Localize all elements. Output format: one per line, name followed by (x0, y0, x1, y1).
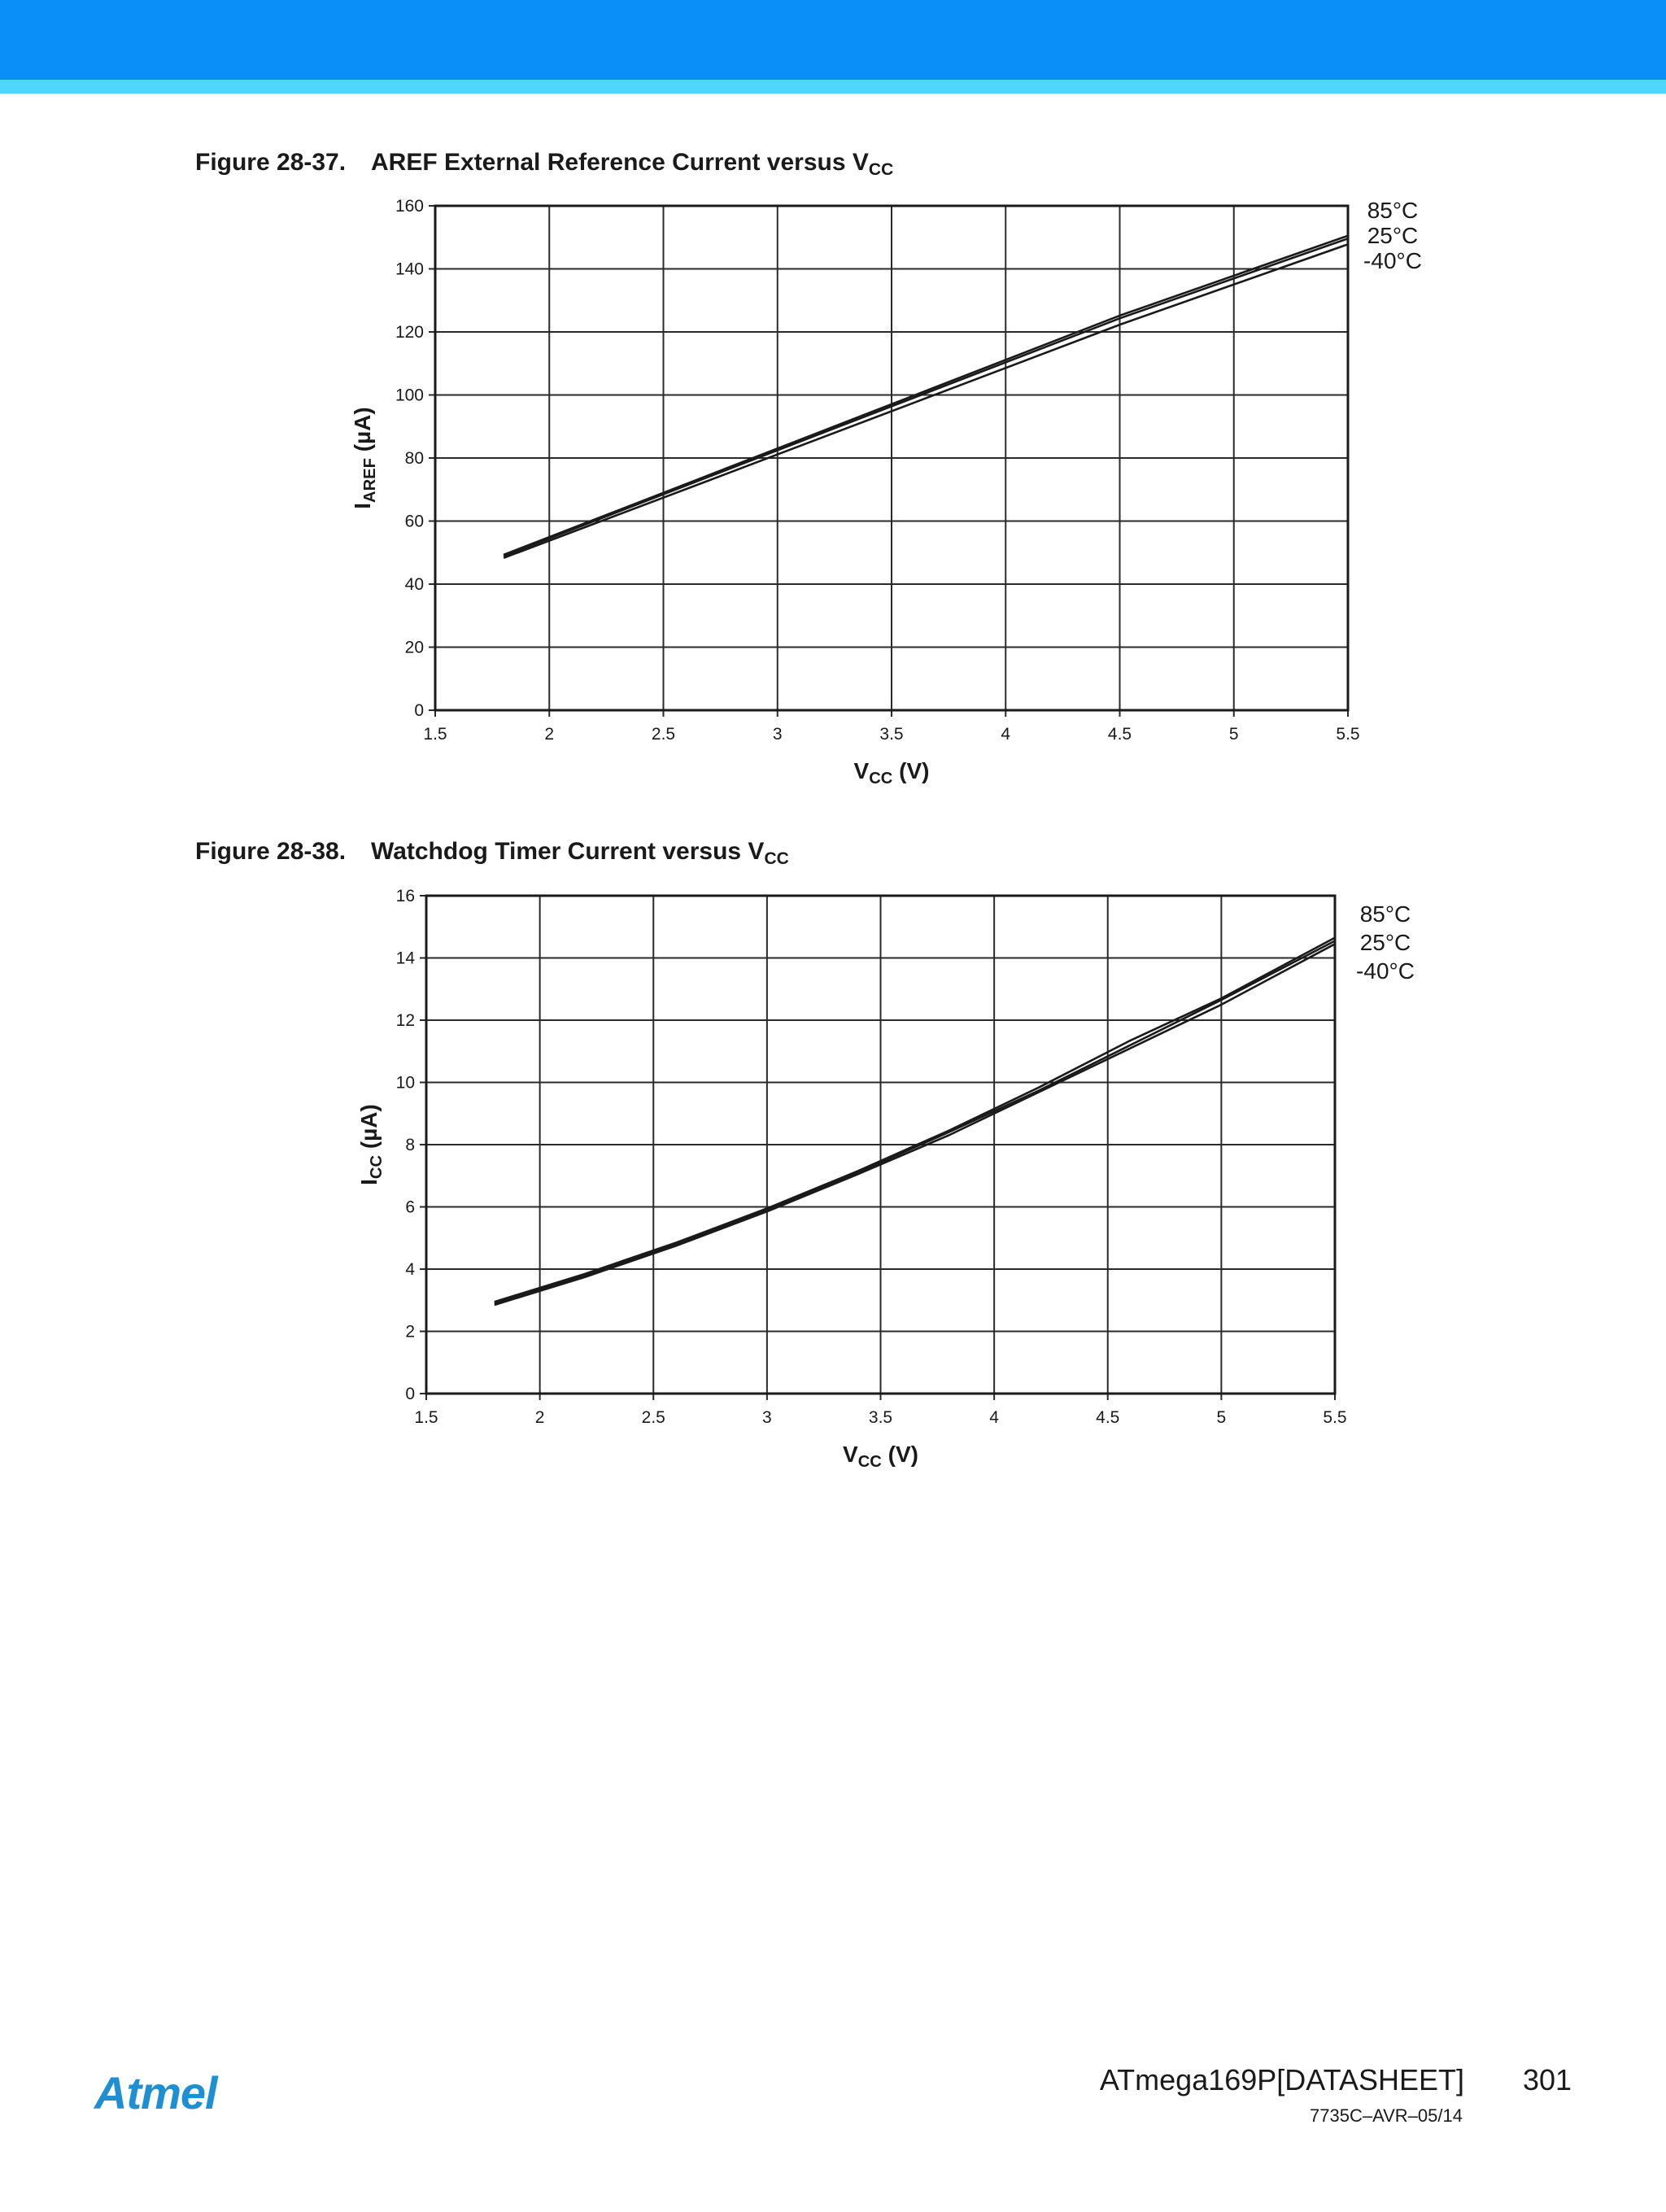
x-tick-label: 1.5 (414, 1408, 438, 1427)
y-tick-label: 10 (395, 1073, 415, 1093)
y-tick-label: 16 (395, 887, 415, 905)
figure-title: Watchdog Timer Current versus V (371, 838, 765, 865)
figure-title-subscript: CC (868, 160, 894, 179)
atmel-logo: Atmel (94, 2067, 217, 2118)
page-number: 301 (1523, 2063, 1572, 2096)
x-tick-label: 3.5 (879, 725, 904, 744)
y-tick-label: 4 (405, 1260, 415, 1279)
y-tick-label: 160 (395, 197, 424, 216)
legend-entry: 85°C (1367, 198, 1419, 223)
y-tick-label: 40 (404, 575, 424, 594)
x-tick-label: 5 (1216, 1408, 1227, 1427)
x-tick-label: 2 (534, 1408, 545, 1427)
footer-title: ATmega169P[DATASHEET] (1099, 2063, 1464, 2096)
legend-entry: 85°C (1359, 901, 1411, 927)
figure-number: Figure 28-37. (195, 149, 347, 176)
y-tick-label: 120 (395, 323, 424, 342)
x-tick-label: 4 (1001, 725, 1011, 744)
y-tick-label: 0 (405, 1385, 415, 1403)
y-tick-label: 80 (404, 449, 424, 468)
figure-number: Figure 28-38. (195, 838, 347, 865)
series-line-85c (495, 938, 1335, 1302)
x-tick-label: 4.5 (1096, 1408, 1120, 1427)
x-axis-label: $V_{CC}$ (V) (853, 758, 930, 788)
y-tick-label: 140 (395, 260, 424, 279)
y-tick-label: 100 (395, 386, 424, 405)
x-tick-label: 2.5 (651, 725, 676, 744)
doc-id: 7735C–AVR–05/14 (1310, 2105, 1463, 2126)
y-axis-label: $I_{AREF}$ (µA) (350, 407, 379, 509)
x-tick-label: 4.5 (1107, 725, 1132, 744)
y-tick-label: 12 (395, 1011, 415, 1030)
x-axis-label: $V_{CC}$ (V) (843, 1442, 918, 1471)
x-tick-label: 3.5 (868, 1408, 893, 1427)
y-tick-label: 0 (414, 701, 424, 720)
y-tick-label: 8 (405, 1136, 415, 1154)
series-line--40c (495, 944, 1335, 1305)
series-line-25c (495, 941, 1335, 1304)
x-tick-label: 2.5 (641, 1408, 665, 1427)
y-tick-label: 6 (405, 1198, 415, 1217)
x-tick-label: 3 (762, 1408, 772, 1427)
y-tick-label: 20 (404, 638, 424, 657)
legend-entry: 25°C (1367, 223, 1419, 248)
figure-title-subscript: CC (764, 849, 789, 868)
x-tick-label: 3 (772, 725, 783, 744)
x-tick-label: 5 (1228, 725, 1239, 744)
x-tick-label: 2 (544, 725, 555, 744)
legend-entry: -40°C (1356, 958, 1415, 984)
y-axis-label: $I_{CC}$ (µA) (356, 1104, 386, 1185)
figure-title: AREF External Reference Current versus V (371, 149, 869, 176)
y-tick-label: 60 (404, 512, 424, 531)
y-tick-label: 14 (395, 949, 415, 968)
x-tick-label: 1.5 (423, 725, 447, 744)
legend-entry: -40°C (1363, 248, 1422, 273)
y-tick-label: 2 (405, 1322, 415, 1342)
x-tick-label: 5.5 (1336, 725, 1360, 744)
x-tick-label: 5.5 (1323, 1408, 1347, 1427)
x-tick-label: 4 (989, 1408, 999, 1427)
legend-entry: 25°C (1359, 930, 1411, 955)
